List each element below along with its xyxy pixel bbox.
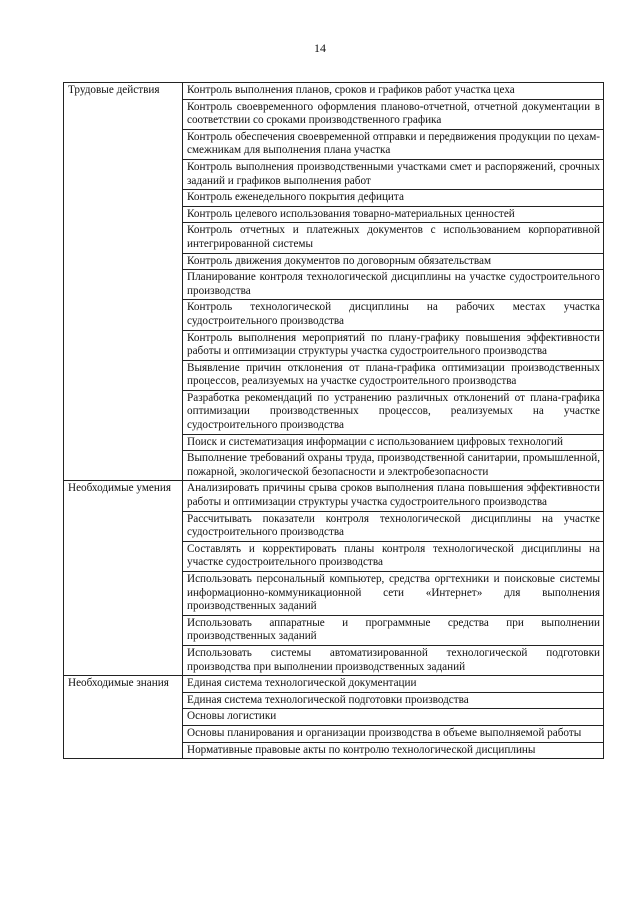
section-item: Контроль еженедельного покрытия дефицита xyxy=(183,190,604,207)
requirements-table xyxy=(63,82,604,759)
section-item: Нормативные правовые акты по контролю технологической дисциплины xyxy=(183,742,604,759)
section-item: Разработка рекомендаций по устранению различных отклонений от плана-графика оптимизации производственных процессов, реализуемых на участке судостроительного производства xyxy=(183,390,604,434)
section-item: Контроль обеспечения своевременной отправки и передвижения продукции по цехам-смежникам для выполнения плана участка xyxy=(183,129,604,159)
section-item: Единая система технологической подготовки производства xyxy=(183,692,604,709)
section-label: Необходимые умения xyxy=(64,481,183,676)
section-item: Контроль целевого использования товарно-материальных ценностей xyxy=(183,206,604,223)
section-item: Контроль технологической дисциплины на рабочих местах участка судостроительного производства xyxy=(183,300,604,330)
table-row xyxy=(64,83,604,100)
section-item: Анализировать причины срыва сроков выполнения плана повышения эффективности работы и оптимизации структуры участка судостроительного производства xyxy=(183,481,604,511)
section-label: Необходимые знания xyxy=(64,676,183,759)
section-label: Трудовые действия xyxy=(64,83,183,481)
section-item: Выполнение требований охраны труда, производственной санитарии, промышленной, пожарной, экологической безопасности и электробезопасности xyxy=(183,451,604,481)
section-item: Использовать персональный компьютер, средства оргтехники и поисковые системы информационно-коммуникационной сети «Интернет» для выполнения производственных заданий xyxy=(183,572,604,616)
section-item: Основы планирования и организации производства в объеме выполняемой работы xyxy=(183,725,604,742)
section-item: Рассчитывать показатели контроля технологической дисциплины на участке судостроительного производства xyxy=(183,511,604,541)
section-item: Контроль своевременного оформления планово-отчетной, отчетной документации в соответствии со сроками производственного графика xyxy=(183,99,604,129)
section-item: Поиск и систематизация информации с использованием цифровых технологий xyxy=(183,434,604,451)
section-item: Контроль отчетных и платежных документов с использованием корпоративной интегрированной системы xyxy=(183,223,604,253)
requirements-table-body xyxy=(64,83,604,759)
section-item: Планирование контроля технологической дисциплины на участке судостроительного производства xyxy=(183,270,604,300)
table-row xyxy=(64,481,604,511)
section-item: Составлять и корректировать планы контроля технологической дисциплины на участке судостроительного производства xyxy=(183,541,604,571)
section-item: Основы логистики xyxy=(183,709,604,726)
section-item: Использовать аппаратные и программные средства при выполнении производственных заданий xyxy=(183,615,604,645)
section-item: Использовать системы автоматизированной технологической подготовки производства при выполнении производственных заданий xyxy=(183,645,604,675)
table-row xyxy=(64,676,604,693)
section-item: Выявление причин отклонения от плана-графика оптимизации производственных процессов, реализуемых на участке судостроительного производства xyxy=(183,360,604,390)
section-item: Контроль выполнения планов, сроков и графиков работ участка цеха xyxy=(183,83,604,100)
section-item: Единая система технологической документации xyxy=(183,676,604,693)
section-item: Контроль выполнения мероприятий по плану-графику повышения эффективности работы и оптимизации структуры участка судостроительного производства xyxy=(183,330,604,360)
page-number: 14 xyxy=(314,41,326,55)
section-item: Контроль движения документов по договорным обязательствам xyxy=(183,253,604,270)
section-item: Контроль выполнения производственными участками смет и распоряжений, срочных заданий и графиков выполнения работ xyxy=(183,159,604,189)
